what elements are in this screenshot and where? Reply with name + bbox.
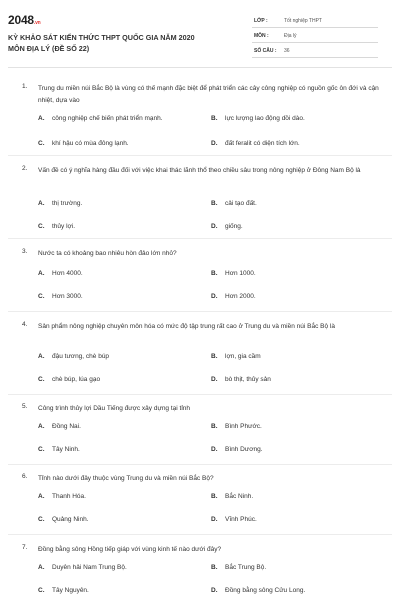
meta-label: LỚP :: [254, 18, 268, 24]
option-text: Bình Phước.: [225, 423, 262, 430]
option-text: lực lượng lao động dồi dào.: [225, 115, 305, 122]
question-divider: [8, 464, 392, 465]
meta-value: 36: [284, 48, 290, 54]
option-key: B.: [211, 493, 218, 500]
logo-suffix: .vn: [33, 20, 41, 26]
option-text: Hơn 3000.: [52, 293, 83, 300]
option-key: B.: [211, 353, 218, 360]
option-text: lợn, gia cầm: [225, 353, 261, 360]
option-c[interactable]: [38, 516, 89, 523]
option-a[interactable]: [38, 270, 83, 277]
question-text: Đồng bằng sông Hồng tiếp giáp với vùng kinh tế nào dưới đây?: [38, 546, 222, 553]
option-key: D.: [211, 376, 218, 383]
option-c[interactable]: [38, 376, 100, 383]
question-text: Công trình thủy lợi Dầu Tiếng được xây dựng tại tỉnh: [38, 405, 191, 412]
logo-main: 2048: [8, 13, 34, 27]
option-text: Bắc Ninh.: [225, 493, 254, 500]
option-key: D.: [211, 516, 218, 523]
question-number: 7.: [22, 544, 28, 551]
option-text: thị trường.: [52, 200, 83, 207]
question-number: 1.: [22, 83, 28, 90]
option-key: B.: [211, 270, 218, 277]
option-key: B.: [211, 115, 218, 122]
option-key: D.: [211, 587, 218, 594]
option-a[interactable]: [38, 200, 82, 207]
option-a[interactable]: [38, 115, 163, 122]
question-text: Sản phẩm nông nghiệp chuyên môn hóa có mức độ tập trung rất cao ở Trung du và miền núi Bắc Bộ là: [38, 323, 335, 330]
option-a[interactable]: [38, 564, 127, 571]
option-key: A.: [38, 353, 45, 360]
option-b[interactable]: [211, 115, 305, 122]
question-number: 3.: [22, 248, 28, 255]
question-number: 4.: [22, 321, 28, 328]
meta-grade: [252, 14, 378, 28]
option-text: Tây Nguyên.: [52, 587, 89, 594]
site-logo[interactable]: [8, 13, 41, 27]
option-key: A.: [38, 115, 45, 122]
question-text: Tỉnh nào dưới đây thuộc vùng Trung du và miền núi Bắc Bộ?: [38, 475, 214, 482]
option-b[interactable]: [211, 353, 261, 360]
option-key: A.: [38, 270, 45, 277]
meta-value: Địa lý: [284, 33, 297, 39]
option-key: C.: [38, 516, 45, 523]
option-text: cải tạo đất.: [225, 200, 257, 207]
option-d[interactable]: [211, 140, 300, 147]
option-a[interactable]: [38, 493, 86, 500]
question-divider: [8, 311, 392, 312]
option-text: Bình Dương.: [225, 446, 263, 453]
option-key: C.: [38, 376, 45, 383]
question-number: 6.: [22, 473, 28, 480]
option-c[interactable]: [38, 140, 129, 147]
meta-value: Tốt nghiệp THPT: [284, 18, 322, 24]
question-number: 2.: [22, 165, 28, 172]
question-divider: [8, 238, 392, 239]
option-text: Hơn 1000.: [225, 270, 256, 277]
option-key: C.: [38, 223, 45, 230]
question-text: Nước ta có khoảng bao nhiêu hòn đảo lớn nhỏ?: [38, 250, 177, 257]
option-key: D.: [211, 223, 218, 230]
option-key: B.: [211, 423, 218, 430]
option-text: Bắc Trung Bộ.: [225, 564, 267, 571]
option-key: B.: [211, 200, 218, 207]
question-number: 5.: [22, 403, 28, 410]
option-key: A.: [38, 493, 45, 500]
meta-question-count: [252, 44, 378, 58]
option-key: C.: [38, 587, 45, 594]
question-divider: [8, 394, 392, 395]
option-a[interactable]: [38, 353, 109, 360]
option-b[interactable]: [211, 200, 257, 207]
option-b[interactable]: [211, 493, 253, 500]
option-c[interactable]: [38, 446, 80, 453]
option-key: D.: [211, 140, 218, 147]
option-key: A.: [38, 564, 45, 571]
option-text: Tây Ninh.: [52, 446, 80, 453]
option-d[interactable]: [211, 516, 257, 523]
option-text: Vĩnh Phúc.: [225, 516, 257, 523]
option-text: thủy lợi.: [52, 223, 76, 230]
option-b[interactable]: [211, 423, 262, 430]
option-text: Hơn 2000.: [225, 293, 256, 300]
option-key: C.: [38, 140, 45, 147]
option-text: đậu tương, chè búp: [52, 353, 110, 360]
option-c[interactable]: [38, 223, 75, 230]
option-text: Quảng Ninh.: [52, 516, 89, 523]
option-text: Thanh Hóa.: [52, 493, 86, 500]
meta-label: SỐ CÂU :: [254, 48, 277, 54]
question-divider: [8, 155, 392, 156]
option-key: A.: [38, 423, 45, 430]
option-d[interactable]: [211, 376, 271, 383]
option-text: bò thịt, thủy sản: [225, 376, 271, 383]
option-text: công nghiệp chế biến phát triển mạnh.: [52, 115, 163, 122]
option-d[interactable]: [211, 446, 263, 453]
option-d[interactable]: [211, 293, 256, 300]
option-d[interactable]: [211, 587, 305, 594]
option-c[interactable]: [38, 587, 89, 594]
question-divider: [8, 534, 392, 535]
header-divider: [8, 67, 392, 68]
option-key: D.: [211, 446, 218, 453]
option-c[interactable]: [38, 293, 83, 300]
option-text: Duyên hải Nam Trung Bộ.: [52, 564, 127, 571]
option-text: Đồng bằng sông Cửu Long.: [225, 587, 306, 594]
option-b[interactable]: [211, 564, 266, 571]
exam-title: KỲ KHẢO SÁT KIẾN THỨC THPT QUỐC GIA NĂM 2020: [8, 33, 195, 42]
meta-label: MÔN :: [254, 33, 269, 39]
option-text: Đồng Nai.: [52, 423, 81, 430]
question-text: Vấn đề có ý nghĩa hàng đầu đối với việc khai thác lãnh thổ theo chiều sâu trong nông nghiệp ở Đông Nam Bộ là: [38, 167, 361, 174]
option-text: giống.: [225, 223, 243, 230]
option-key: B.: [211, 564, 218, 571]
question-text: Trung du miền núi Bắc Bộ là vùng có thế mạnh đặc biệt để phát triển các cây công nghiệp có nguồn gốc ôn đới và cận nhiệt, dựa vào: [38, 85, 379, 104]
option-text: chè búp, lúa gạo: [52, 376, 101, 383]
option-text: đất feralit có diện tích lớn.: [225, 140, 300, 147]
option-text: khí hậu có mùa đông lạnh.: [52, 140, 129, 147]
exam-subtitle: MÔN ĐỊA LÝ (ĐỀ SỐ 22): [8, 44, 90, 53]
option-text: Hơn 4000.: [52, 270, 83, 277]
option-key: C.: [38, 446, 45, 453]
meta-subject: [252, 29, 378, 43]
option-key: C.: [38, 293, 45, 300]
option-key: D.: [211, 293, 218, 300]
option-a[interactable]: [38, 423, 81, 430]
option-d[interactable]: [211, 223, 243, 230]
option-b[interactable]: [211, 270, 256, 277]
option-key: A.: [38, 200, 45, 207]
